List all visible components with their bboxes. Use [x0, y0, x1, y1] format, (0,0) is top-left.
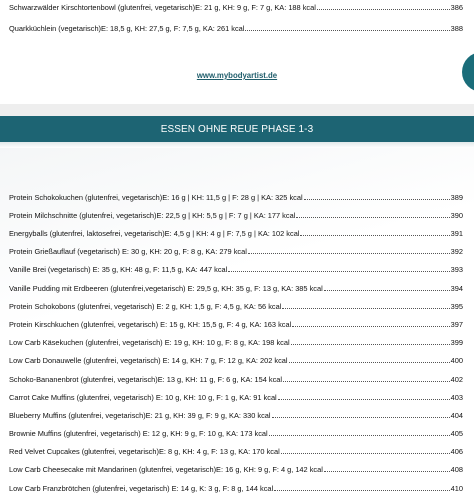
toc-entry[interactable]: [9, 408, 463, 422]
dot-leader: [324, 462, 450, 472]
page-gap: [0, 104, 474, 116]
dot-leader: [274, 481, 450, 491]
dot-leader: [304, 190, 450, 200]
toc-entry[interactable]: [9, 299, 463, 313]
toc-entry-page: 389: [450, 193, 463, 202]
toc-entry-page: 390: [450, 211, 463, 220]
dot-leader: [296, 208, 449, 218]
dot-leader: [269, 426, 450, 436]
toc-entry[interactable]: [9, 353, 463, 367]
dot-leader: [317, 0, 450, 10]
dot-leader: [272, 408, 450, 418]
toc-entry-title: Protein Kirschkuchen (glutenfrei, vegetarisch) E: 15 g, KH: 15,5 g, F: 4 g, KA: 163 kcal: [9, 320, 292, 329]
dot-leader: [289, 353, 450, 363]
toc-entry[interactable]: [9, 335, 463, 349]
toc-entry-title: Low Carb Donauwelle (glutenfrei, vegetarisch) E: 14 g, KH: 7 g, F: 12 g, KA: 202 kcal: [9, 356, 288, 365]
toc-entry[interactable]: [9, 226, 463, 240]
toc-entry[interactable]: [9, 317, 463, 331]
toc-entry-page: 394: [450, 284, 463, 293]
toc-entry-title: Red Velvet Cupcakes (glutenfrei, vegetarisch)E: 8 g, KH: 4 g, F: 13 g, KA: 170 kcal: [9, 447, 280, 456]
toc-entry-page: 406: [450, 447, 463, 456]
toc-entry-title: Schwarzwälder Kirschtortenbowl (glutenfrei, vegetarisch)E: 21 g, KH: 9 g, F: 7 g, KA: 188 kcal: [9, 3, 316, 12]
toc-entry-page: 408: [450, 465, 463, 474]
dot-leader: [283, 372, 450, 382]
toc-entry[interactable]: [9, 444, 463, 458]
toc-entry[interactable]: [9, 481, 463, 495]
toc-entry-title: Low Carb Cheesecake mit Mandarinen (glutenfrei, vegetarisch)E: 16 g, KH: 9 g, F: 4 g, 142 kcal: [9, 465, 323, 474]
dot-leader: [324, 281, 450, 291]
toc-entry-page: 400: [450, 356, 463, 365]
dot-leader: [300, 226, 449, 236]
toc-entry-title: Energyballs (glutenfrei, laktosefrei, vegetarisch)E: 4,5 g | KH: 4 g | F: 7,5 g | KA: 102 kcal: [9, 229, 300, 238]
toc-entry[interactable]: [9, 208, 463, 222]
toc-entry-title: Quarkküchlein (vegetarisch)E: 18,5 g, KH: 27,5 g, F: 7,5 g, KA: 261 kcal: [9, 24, 245, 33]
dot-leader: [278, 390, 450, 400]
toc-entry[interactable]: [9, 281, 463, 295]
toc-entry-page: 402: [450, 375, 463, 384]
toc-entry-page: 388: [450, 24, 463, 33]
dot-leader: [281, 444, 450, 454]
toc-entry-title: Protein Milchschnitte (glutenfrei, vegetarisch)E: 22,5 g | KH: 5,5 g | F: 7 g | KA: 177 kcal: [9, 211, 296, 220]
website-link[interactable]: www.mybodyartist.de: [196, 71, 278, 80]
toc-entry[interactable]: [9, 262, 463, 276]
banner-shadow: [0, 142, 474, 148]
toc-entry[interactable]: [9, 426, 463, 440]
previous-page: [0, 0, 474, 120]
dot-leader: [228, 262, 449, 272]
toc-entry[interactable]: [9, 390, 463, 404]
toc-entry-title: Low Carb Franzbrötchen (glutenfrei, vegetarisch) E: 14 g, K: 3 g, F: 8 g, 144 kcal: [9, 484, 274, 493]
toc-entry-page: 386: [450, 3, 463, 12]
toc-entry-page: 393: [450, 265, 463, 274]
toc-entry-title: Protein Grießauflauf (vegetarisch) E: 30 g, KH: 20 g, F: 8 g, KA: 279 kcal: [9, 247, 247, 256]
toc-entry[interactable]: [9, 0, 463, 14]
toc-entry[interactable]: [9, 244, 463, 258]
toc-entry[interactable]: [9, 372, 463, 386]
toc-entry-page: 392: [450, 247, 463, 256]
toc-entry-title: Carrot Cake Muffins (glutenfrei, vegetarisch) E: 10 g, KH: 10 g, F: 1 g, KA: 91 kcal: [9, 393, 277, 402]
toc-entry-page: 397: [450, 320, 463, 329]
toc-entry-title: Protein Schokokuchen (glutenfrei, vegetarisch)E: 16 g | KH: 11,5 g | F: 28 g | KA: 325 kcal: [9, 193, 303, 202]
toc-entry-page: 410: [450, 484, 463, 493]
toc-entry[interactable]: [9, 190, 463, 204]
toc-entry[interactable]: [9, 462, 463, 476]
toc-entry-title: Vanille Pudding mit Erdbeeren (glutenfrei,vegetarisch) E: 29,5 g, KH: 35 g, F: 13 g, KA: 385 kcal: [9, 284, 323, 293]
dot-leader: [291, 335, 450, 345]
toc-entry-page: 405: [450, 429, 463, 438]
toc-entry-page: 404: [450, 411, 463, 420]
toc-entry-title: Blueberry Muffins (glutenfrei, vegetarisch)E: 21 g, KH: 39 g, F: 9 g, KA: 330 kcal: [9, 411, 271, 420]
toc-entry-page: 399: [450, 338, 463, 347]
toc-entry-page: 403: [450, 393, 463, 402]
toc-entry-title: Low Carb Käsekuchen (glutenfrei, vegetarisch) E: 19 g, KH: 10 g, F: 8 g, KA: 198 kcal: [9, 338, 290, 347]
toc-entry[interactable]: [9, 21, 463, 35]
dot-leader: [245, 21, 449, 31]
section-banner: [0, 116, 474, 142]
dot-leader: [248, 244, 450, 254]
dot-leader: [292, 317, 449, 327]
toc-entry-title: Schoko-Bananenbrot (glutenfrei, vegetarisch)E: 13 g, KH: 11 g, F: 6 g, KA: 154 kcal: [9, 375, 283, 384]
toc-entry-title: Brownie Muffins (glutenfrei, vegetarisch) E: 12 g, KH: 9 g, F: 10 g, KA: 173 kcal: [9, 429, 268, 438]
toc-entry-title: Protein Schokobons (glutenfrei, vegetarisch) E: 2 g, KH: 1,5 g, F: 4,5 g, KA: 56 kcal: [9, 302, 282, 311]
toc-entry-title: Vanille Brei (vegetarisch) E: 35 g, KH: 48 g, F: 11,5 g, KA: 447 kcal: [9, 265, 228, 274]
section-title: ESSEN OHNE REUE PHASE 1-3: [160, 124, 314, 135]
toc-entry-page: 395: [450, 302, 463, 311]
dot-leader: [282, 299, 449, 309]
toc-entry-page: 391: [450, 229, 463, 238]
